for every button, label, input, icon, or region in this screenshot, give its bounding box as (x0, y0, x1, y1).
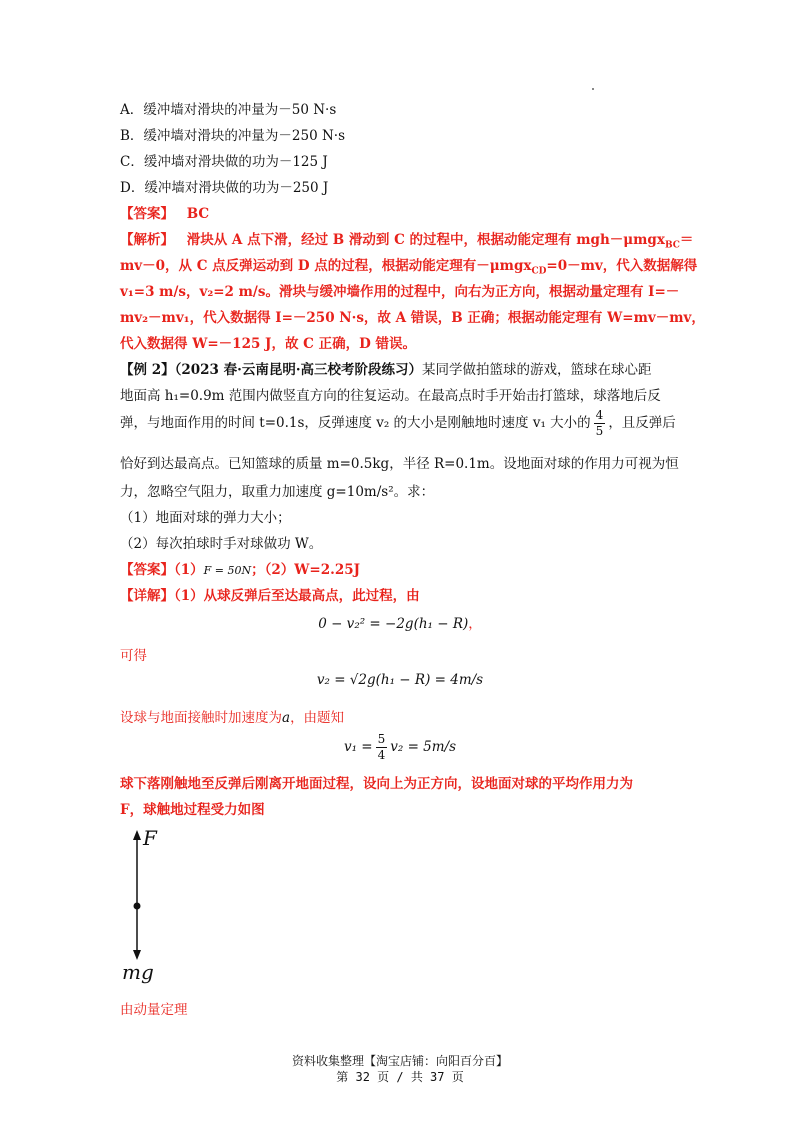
example-text-3: 弹，与地面作用的时间 t=0.1s，反弹速度 v₂ 的大小是刚触地时速度 v₁ 大小的 (120, 415, 591, 431)
example-2-line-2: 地面高 h₁=0.9m 范围内做竖直方向的往复运动。在最高点时手开始击打篮球，球落地后反 (120, 388, 661, 404)
corner-dot (592, 88, 594, 90)
detail-tag: 【详解】 (120, 588, 174, 604)
process-line-2: F，球触地过程受力如图 (120, 802, 265, 818)
example-2-line-4: 恰好到达最高点。已知篮球的质量 m=0.5kg，半径 R=0.1m。设地面对球的作用力可视为恒 (120, 456, 679, 472)
sub-cd: CD (531, 266, 547, 277)
equation-2: v₂ = √2g(h₁ − R) = 4m/s (316, 672, 484, 688)
question-2: （2）每次拍球时手对球做功 W。 (120, 536, 323, 552)
answer-2 (120, 558, 360, 578)
example-source: （2023 春·云南昆明·高三校考阶段练习） (174, 362, 423, 378)
analysis-text-2b: =0－mv，代入数据解得 (546, 258, 698, 274)
analysis-line-5: 代入数据得 W=－125 J，故 C 正确，D 错误。 (120, 336, 416, 352)
answer-2-tag: 【答案】 (120, 562, 174, 578)
answer-2-part1: （1） (174, 562, 204, 578)
equation-1 (0, 612, 800, 632)
equation-1-body: 0 − v₂² = −2g(h₁ − R) (318, 616, 469, 632)
example-text-1: 某同学做拍篮球的游戏，篮球在球心距 (422, 362, 652, 378)
equation-3-left: v₁ = (343, 739, 373, 755)
analysis-line-1 (120, 228, 693, 251)
accel-var: a (282, 710, 291, 726)
option-d: D．缓冲墙对滑块做的功为－250 J (120, 180, 329, 196)
answer-tag: 【答案】 (120, 206, 174, 222)
detail-accel-tail: ，由题知 (290, 710, 345, 726)
analysis-eq-end: ＝ (679, 232, 694, 248)
theorem-line: 由动量定理 (120, 1002, 188, 1018)
detail-accel-text: 设球与地面接触时加速度为 (120, 710, 282, 726)
question-1: （1）地面对球的弹力大小； (120, 510, 291, 526)
detail-accel (120, 706, 344, 726)
option-a: A．缓冲墙对滑块的冲量为－50 N·s (120, 102, 337, 118)
equation-3 (0, 732, 800, 763)
answer-value: BC (186, 206, 210, 222)
equation-3-right: v₂ = 5m/s (390, 739, 457, 755)
analysis-line-4: mv₂－mv₁，代入数据得 I=－250 N·s，故 A 错误，B 正确；根据动能定理有 W=mv－mv， (120, 310, 705, 326)
analysis-text-1: 滑块从 A 点下滑，经过 B 滑动到 C 的过程中，根据动能定理有 mgh－μmgx (186, 232, 665, 248)
fraction-five-fourths: $\frac{5}{4}$ (377, 732, 386, 762)
analysis-line-3: v₁=3 m/s，v₂=2 m/s。滑块与缓冲墙作用的过程中，向右为正方向，根据动量定理有 I=－ (120, 284, 680, 300)
option-b: B．缓冲墙对滑块的冲量为－250 N·s (120, 128, 346, 144)
example-2-line-1 (120, 358, 652, 378)
option-c: C．缓冲墙对滑块做的功为－125 J (120, 154, 328, 170)
analysis-tag: 【解析】 (120, 232, 174, 248)
footer-page-number: 第 32 页 / 共 37 页 (336, 1070, 464, 1084)
analysis-line-2 (120, 254, 697, 277)
answer-2-formula: F = 50N (203, 564, 252, 577)
analysis-text-2: mv－0，从 C 点反弹运动到 D 点的过程，根据动能定理有－μmgx (120, 258, 532, 274)
example-text-3b: ，且反弹后 (608, 415, 676, 431)
force-label-f: F (143, 826, 157, 850)
footer-source: 资料收集整理【淘宝店铺：向阳百分百】 (291, 1054, 508, 1068)
example-2-line-5: 力，忽略空气阻力，取重力加速度 g=10m/s²。求： (120, 484, 435, 500)
detail-intro (120, 584, 420, 604)
equation-1-tail: ， (468, 616, 482, 632)
fraction-four-fifths: $\frac{4}{5}$ (595, 408, 604, 438)
answer-2-part2: ；（2）W=2.25J (251, 562, 361, 578)
process-line-1: 球下落刚触地至反弹后刚离开地面过程，设向上为正方向，设地面对球的平均作用力为 (120, 776, 633, 792)
detail-got: 可得 (120, 648, 147, 664)
answer-1 (120, 202, 209, 222)
sub-bc: BC (664, 240, 680, 251)
example-tag: 【例 2】 (120, 362, 175, 378)
force-label-mg: mg (122, 960, 154, 984)
example-2-line-3 (120, 408, 676, 439)
detail-intro-text: （1）从球反弹后至达最高点，此过程，由 (174, 588, 420, 604)
